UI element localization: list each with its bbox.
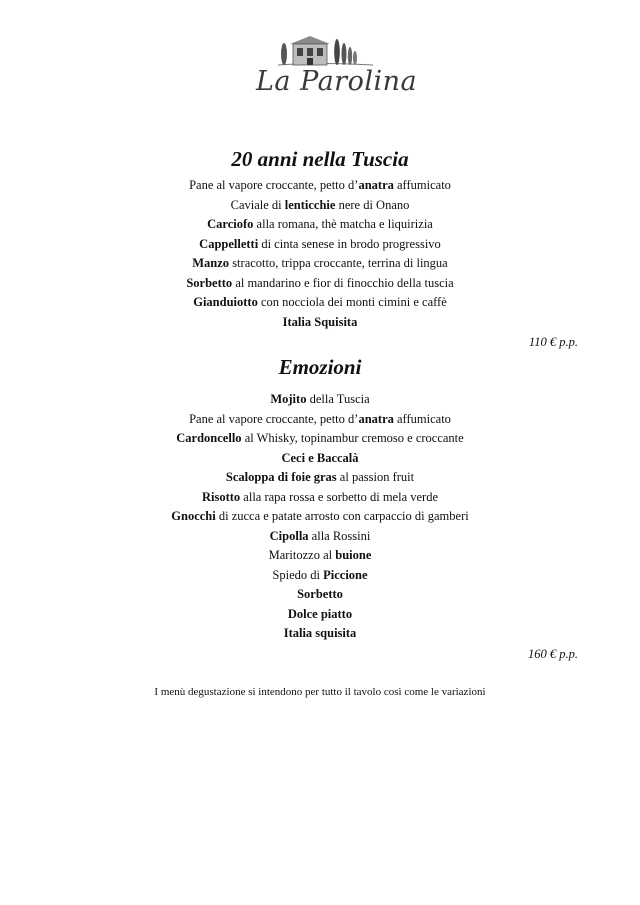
dish-highlight: Carciofo <box>207 217 254 231</box>
dish-line <box>0 196 640 216</box>
brand-name: La Parolina <box>256 66 418 97</box>
dish-line <box>0 449 640 469</box>
dish-text: affumicato <box>393 411 451 426</box>
dish-highlight: Risotto <box>201 489 241 504</box>
dish-text: alla romana, thè matcha e liquirizia <box>253 217 433 231</box>
dish-highlight: Cappelletti <box>199 236 259 251</box>
dish-text: affumicato <box>393 178 451 192</box>
dish-highlight: Dolce piatto <box>287 606 353 621</box>
dish-highlight: Sorbetto <box>186 275 233 290</box>
dish-line <box>0 313 640 333</box>
dish-text: Caviale di <box>230 197 285 212</box>
dish-highlight: Mojito <box>270 392 307 406</box>
dish-line <box>0 390 640 410</box>
dish-text: di cinta senese in brodo progressivo <box>258 236 441 251</box>
dish-list <box>0 176 640 332</box>
dish-highlight: buione <box>335 548 372 562</box>
dish-highlight: Italia squisita <box>283 626 357 640</box>
dish-line <box>0 605 640 625</box>
dish-line <box>0 410 640 430</box>
tasting-menu-2 <box>0 354 640 644</box>
dish-line <box>0 546 640 566</box>
dish-text: della Tuscia <box>306 392 370 406</box>
footer-note: I menù degustazione si intendono per tutto il tavolo così come le variazioni <box>154 686 486 698</box>
farmhouse-with-cypress-trees-icon <box>248 28 398 68</box>
menu-price: 110 € p.p. <box>528 335 578 349</box>
dish-text: alla rapa rossa e sorbetto di mela verde <box>240 489 439 504</box>
dish-text: Pane al vapore croccante, petto d’ <box>189 178 359 192</box>
dish-text: al Whisky, topinambur cremoso e croccante <box>241 431 464 445</box>
dish-line <box>0 254 640 274</box>
dish-highlight: anatra <box>358 411 394 426</box>
dish-line <box>0 624 640 644</box>
dish-line <box>0 215 640 235</box>
dish-line <box>0 468 640 488</box>
dish-highlight: Sorbetto <box>297 587 343 601</box>
dish-highlight: Scaloppa di foie gras <box>225 470 337 484</box>
dish-highlight: Cipolla <box>269 528 309 543</box>
dish-line <box>0 527 640 547</box>
dish-highlight: anatra <box>358 178 394 192</box>
dish-line <box>0 274 640 294</box>
tasting-menu-1 <box>0 146 640 332</box>
dish-highlight: Cardoncello <box>176 431 242 445</box>
dish-line <box>0 235 640 255</box>
dish-highlight: Italia Squisita <box>282 314 358 329</box>
menu-price: 160 € p.p. <box>528 647 578 661</box>
dish-highlight: lenticchie <box>284 197 336 212</box>
menu-title: Emozioni <box>278 355 362 379</box>
dish-text: al passion fruit <box>336 470 415 484</box>
dish-text: con nocciola dei monti cimini e caffè <box>257 295 447 309</box>
dish-line <box>0 429 640 449</box>
dish-line <box>0 488 640 508</box>
dish-highlight: Gianduiotto <box>193 295 258 309</box>
restaurant-logo <box>248 28 418 100</box>
menu-title: 20 anni nella Tuscia <box>231 147 409 171</box>
dish-text: nere di Onano <box>335 197 410 212</box>
dish-line <box>0 507 640 527</box>
dish-text: al mandarino e fior di finocchio della tuscia <box>232 275 454 290</box>
dish-highlight: Ceci e Baccalà <box>281 450 359 465</box>
dish-list <box>0 390 640 644</box>
dish-highlight: Gnocchi <box>171 509 216 523</box>
dish-line <box>0 176 640 196</box>
dish-text: alla Rossini <box>308 528 371 543</box>
dish-text: stracotto, trippa croccante, terrina di lingua <box>229 256 448 270</box>
dish-line <box>0 585 640 605</box>
dish-line <box>0 293 640 313</box>
dish-text: Pane al vapore croccante, petto d’ <box>189 411 359 426</box>
dish-highlight: Manzo <box>192 256 230 270</box>
dish-highlight: Piccione <box>323 567 368 582</box>
dish-text: di zucca e patate arrosto con carpaccio di gamberi <box>215 509 469 523</box>
dish-text: Spiedo di <box>272 567 324 582</box>
dish-line <box>0 566 640 586</box>
dish-text: Maritozzo al <box>268 548 336 562</box>
